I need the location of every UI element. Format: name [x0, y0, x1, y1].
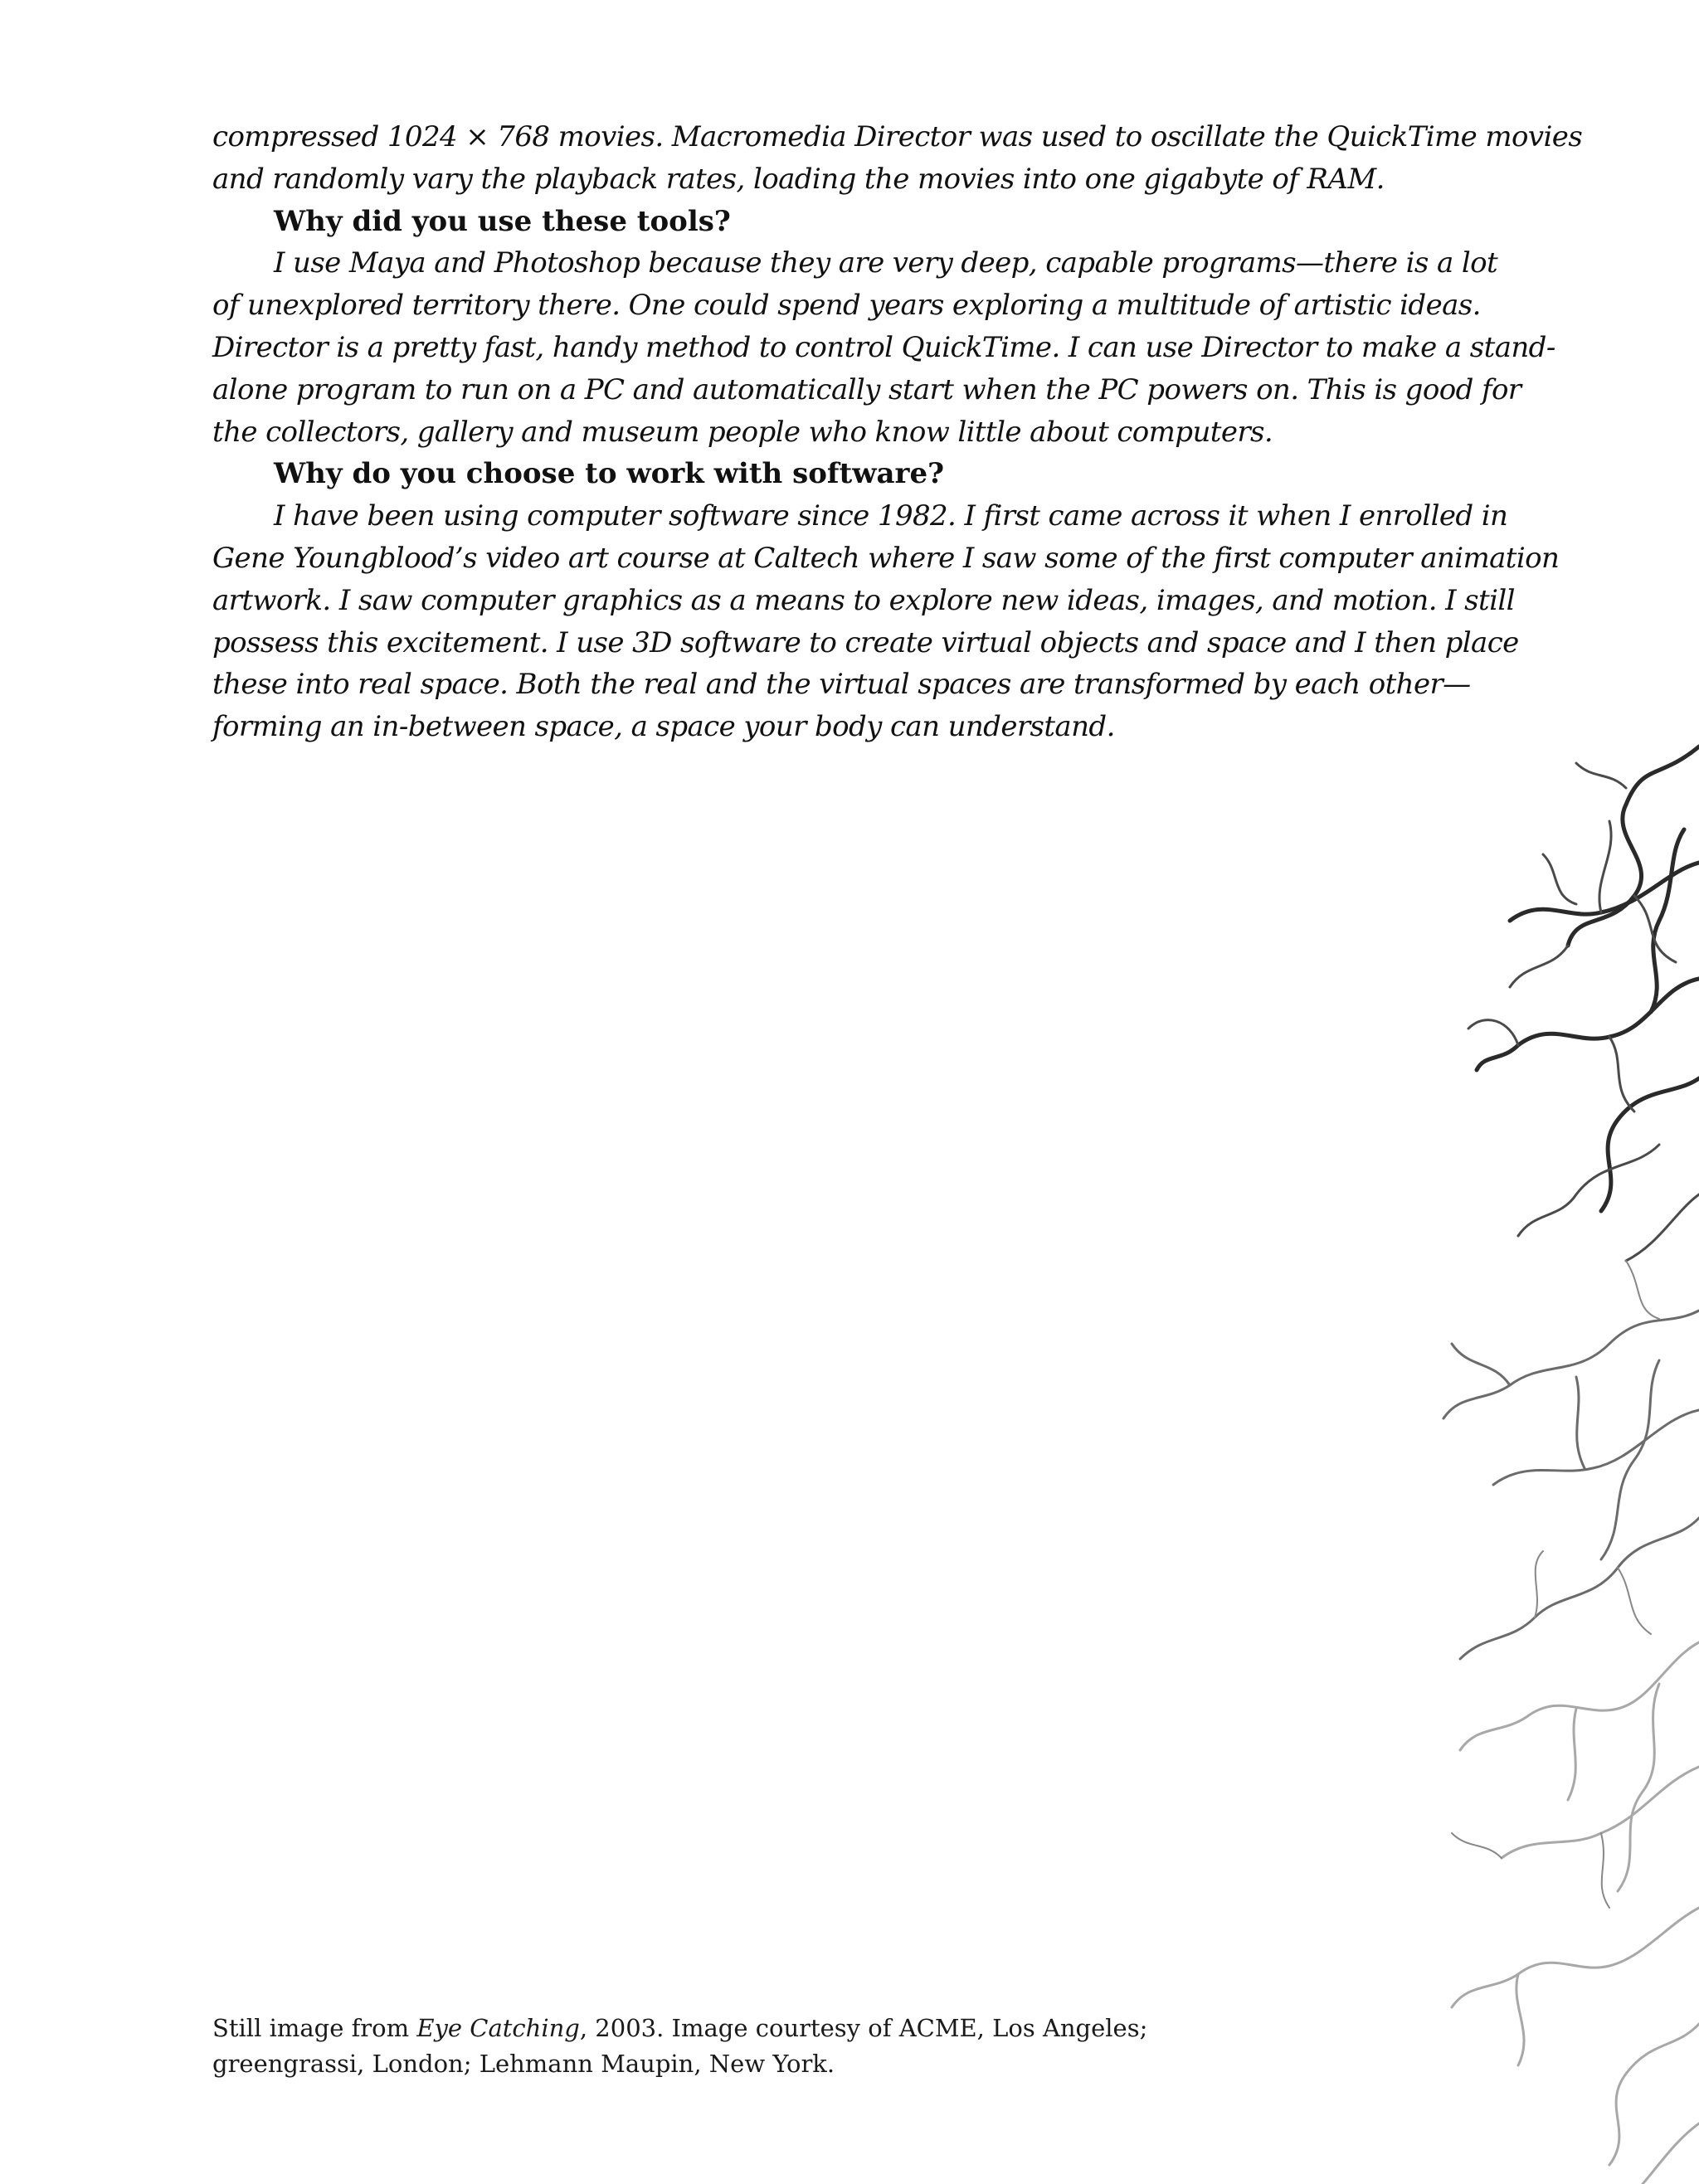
answer-line: possess this excitement. I use 3D software to create virtual objects and space and I then place — [212, 625, 1519, 659]
answer-line: of unexplored territory there. One could spend years exploring a multitude of artistic ideas. — [212, 289, 1481, 323]
answer-line: the collectors, gallery and museum people who know little about computers. — [212, 415, 1273, 449]
question-heading: Why do you choose to work with software? — [274, 457, 944, 491]
answer-line: I use Maya and Photoshop because they are very deep, capable programs—there is a lot — [274, 246, 1498, 280]
answer-line: Gene Youngblood’s video art course at Caltech where I saw some of the first computer animation — [212, 541, 1560, 575]
branch-tangle-image — [1410, 730, 1699, 2184]
article-body — [212, 116, 1583, 748]
caption-work-title: Eye Catching — [416, 2014, 580, 2042]
answer-line: artwork. I saw computer graphics as a means to explore new ideas, images, and motion. I still — [212, 583, 1515, 617]
para-line: compressed 1024 × 768 movies. Macromedia Director was used to oscillate the QuickTime movies — [212, 120, 1583, 153]
question-heading: Why did you use these tools? — [274, 204, 731, 238]
answer-line: these into real space. Both the real and the virtual spaces are transformed by each other— — [212, 668, 1471, 702]
answer-line: Director is a pretty fast, handy method to control QuickTime. I can use Director to make a stand- — [212, 330, 1555, 364]
answer-line: alone program to run on a PC and automatically start when the PC powers on. This is good for — [212, 372, 1521, 406]
caption-line-1 — [212, 2011, 1148, 2046]
caption-prefix: Still image from — [212, 2014, 417, 2042]
caption-line-2: greengrassi, London; Lehmann Maupin, New York. — [212, 2050, 835, 2078]
caption-line1-rest: , 2003. Image courtesy of ACME, Los Angeles; — [579, 2014, 1148, 2042]
answer-line: I have been using computer software since 1982. I first came across it when I enrolled in — [274, 499, 1508, 533]
answer-line: forming an in-between space, a space your body can understand. — [212, 710, 1115, 744]
image-caption — [212, 2011, 1148, 2082]
para-line: and randomly vary the playback rates, loading the movies into one gigabyte of RAM. — [212, 162, 1385, 196]
